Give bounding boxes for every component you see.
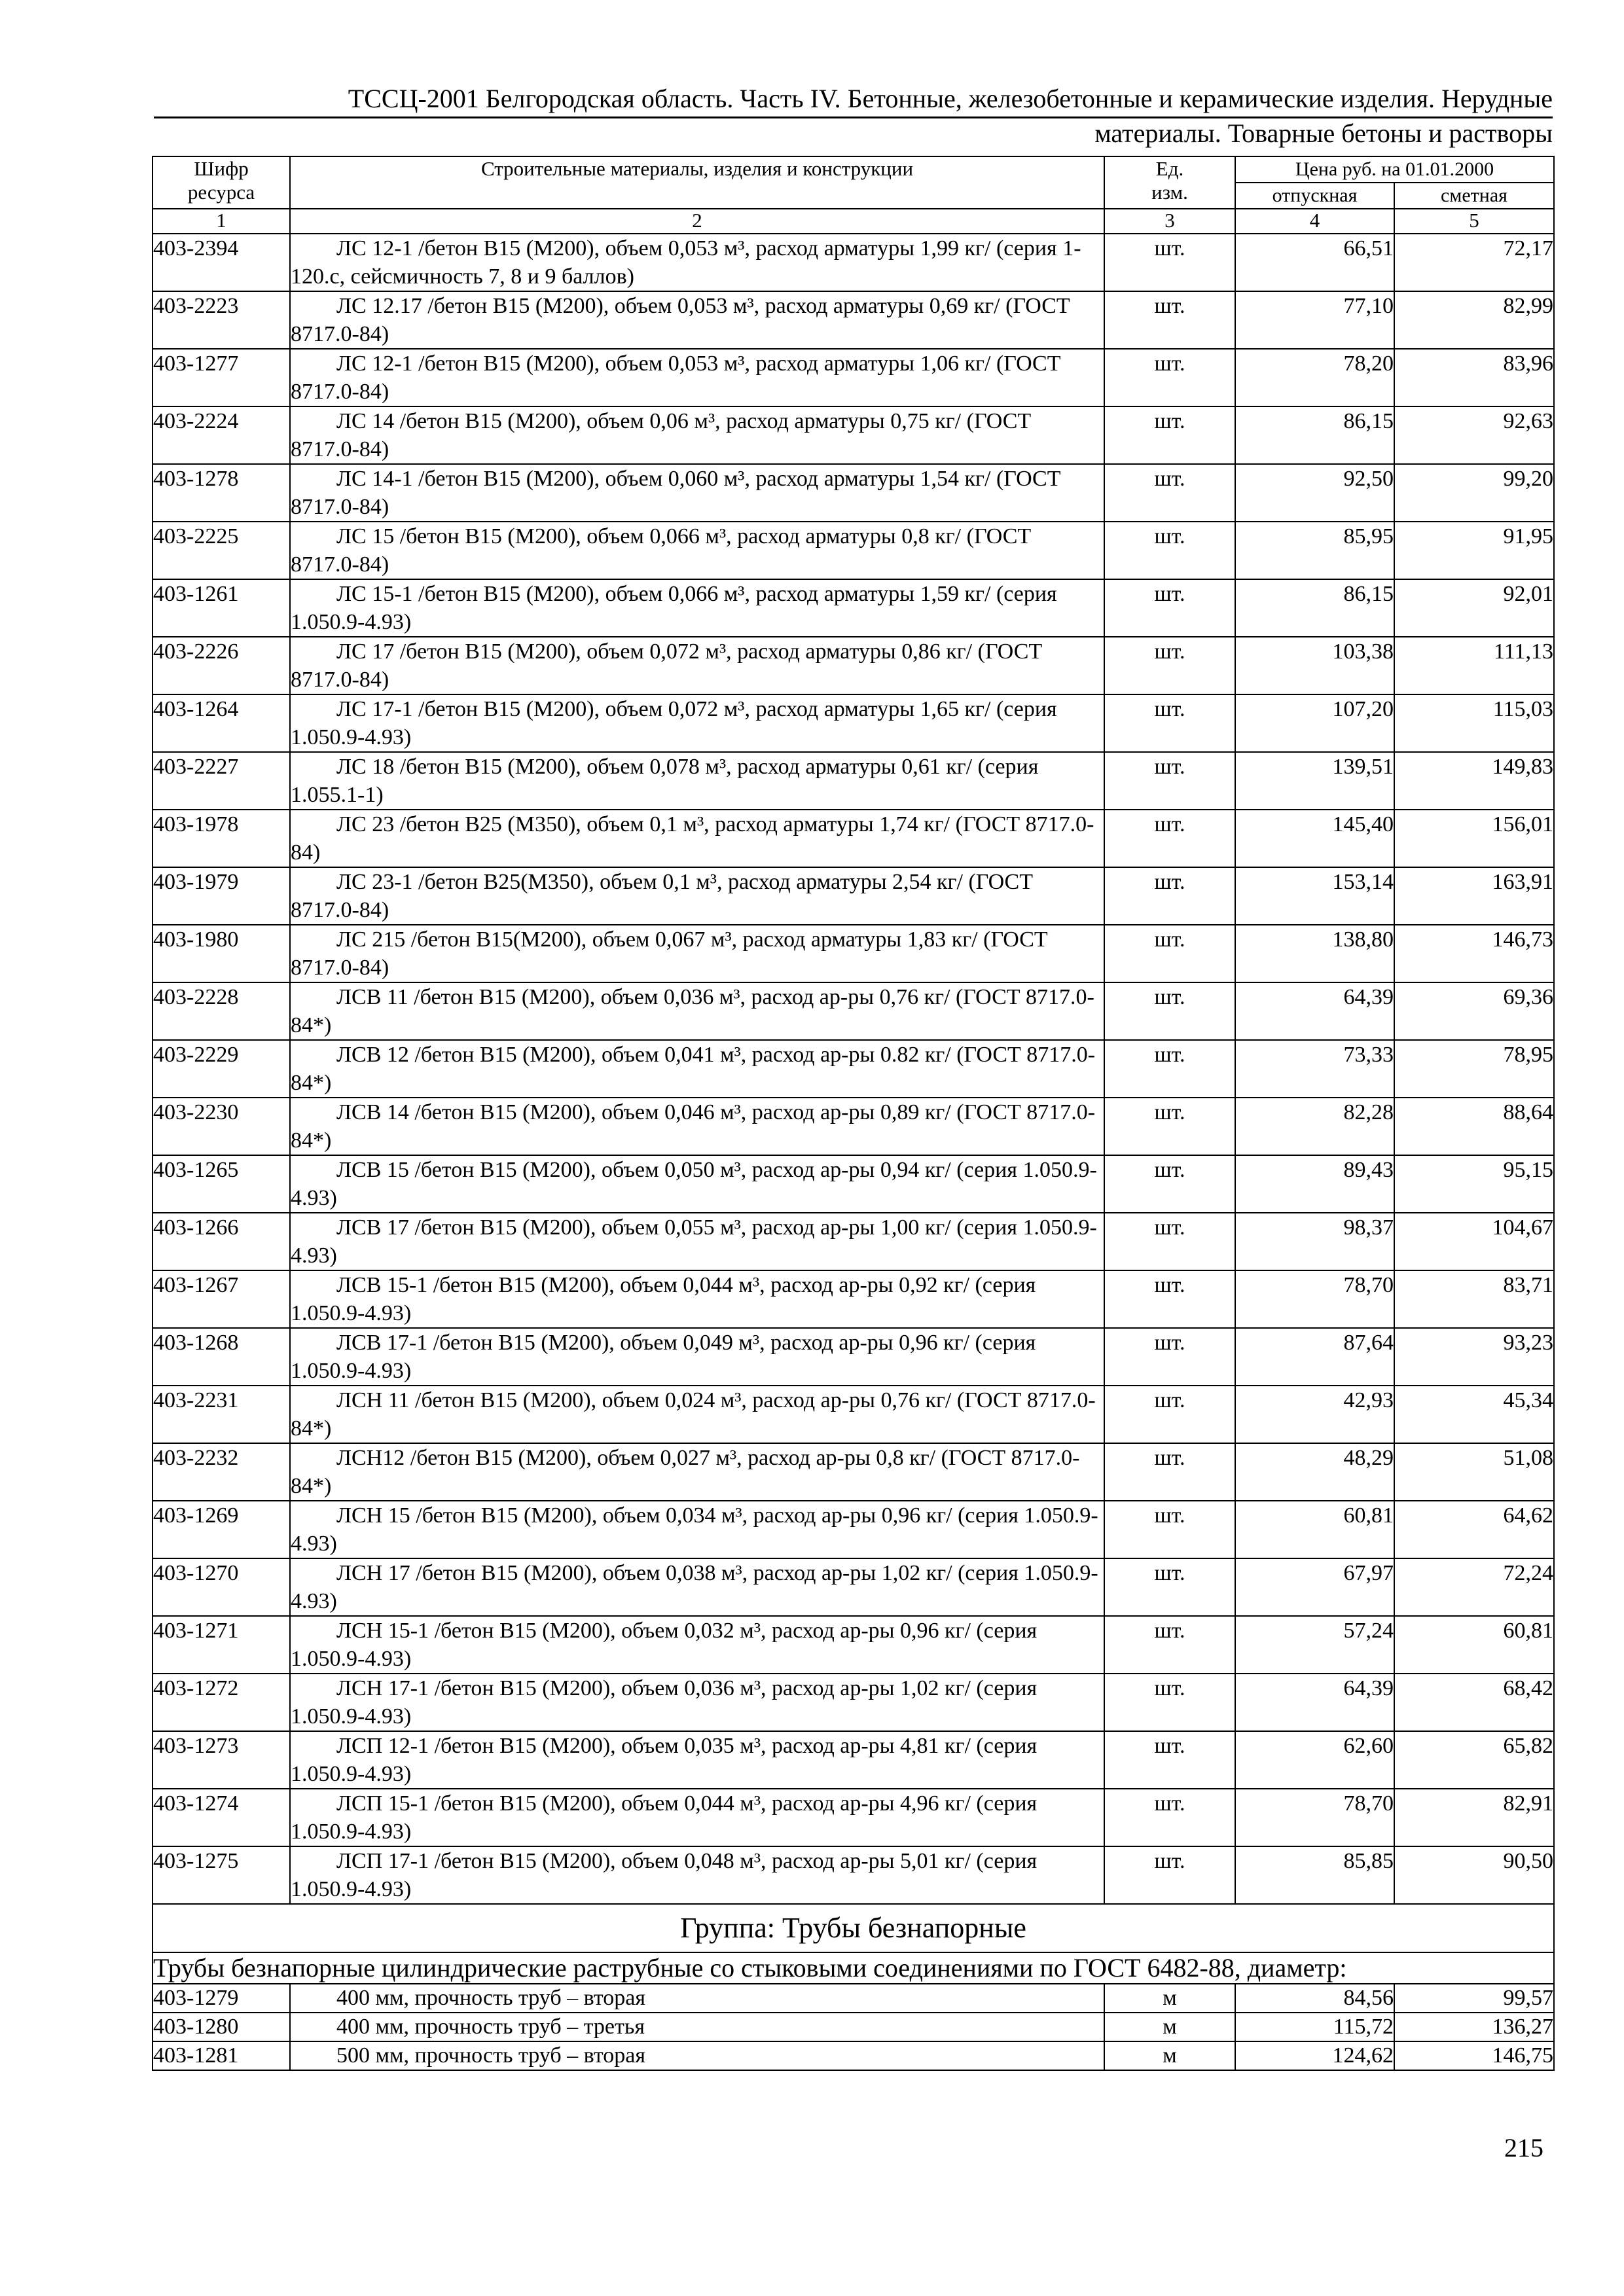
cell-estimate: 45,34 xyxy=(1394,1386,1554,1443)
column-header-name: Строительные материалы, изделия и конструкции xyxy=(290,156,1104,209)
table-row xyxy=(153,752,1554,810)
cell-desc: 500 мм, прочность труб – вторая xyxy=(290,2041,1104,2070)
cell-release: 78,70 xyxy=(1235,1789,1394,1846)
cell-release: 48,29 xyxy=(1235,1443,1394,1501)
cell-code: 403-1265 xyxy=(153,1155,290,1213)
cell-desc: ЛС 15 /бетон В15 (М200), объем 0,066 м³, расход арматуры 0,8 кг/ (ГОСТ 8717.0-84) xyxy=(290,522,1104,579)
cell-code: 403-2228 xyxy=(153,982,290,1040)
cell-code: 403-2232 xyxy=(153,1443,290,1501)
cell-estimate: 88,64 xyxy=(1394,1098,1554,1155)
cell-code: 403-1267 xyxy=(153,1270,290,1328)
cell-release: 103,38 xyxy=(1235,637,1394,694)
cell-unit: шт. xyxy=(1104,1789,1235,1846)
cell-estimate: 69,36 xyxy=(1394,982,1554,1040)
cell-code: 403-2230 xyxy=(153,1098,290,1155)
cell-estimate: 93,23 xyxy=(1394,1328,1554,1386)
cell-desc: ЛСП 12-1 /бетон В15 (М200), объем 0,035 м³, расход ар-ры 4,81 кг/ (серия 1.050.9-4.93) xyxy=(290,1731,1104,1789)
cell-desc: ЛСН 15 /бетон В15 (М200), объем 0,034 м³, расход ар-ры 0,96 кг/ (серия 1.050.9-4.93) xyxy=(290,1501,1104,1558)
cell-estimate: 91,95 xyxy=(1394,522,1554,579)
table-row xyxy=(153,1155,1554,1213)
cell-code: 403-2231 xyxy=(153,1386,290,1443)
cell-unit: шт. xyxy=(1104,464,1235,522)
cell-release: 153,14 xyxy=(1235,867,1394,925)
cell-code: 403-1980 xyxy=(153,925,290,982)
table-row xyxy=(153,867,1554,925)
table-row xyxy=(153,522,1554,579)
cell-unit: шт. xyxy=(1104,1501,1235,1558)
column-header-release-price: отпускная xyxy=(1235,183,1394,209)
cell-unit: шт. xyxy=(1104,752,1235,810)
cell-code: 403-1273 xyxy=(153,1731,290,1789)
cell-desc: ЛСВ 14 /бетон В15 (М200), объем 0,046 м³, расход ар-ры 0,89 кг/ (ГОСТ 8717.0-84*) xyxy=(290,1098,1104,1155)
cell-unit: м xyxy=(1104,2013,1235,2041)
cell-unit: шт. xyxy=(1104,637,1235,694)
table-row xyxy=(153,1213,1554,1270)
cell-release: 66,51 xyxy=(1235,234,1394,291)
table-row xyxy=(153,1098,1554,1155)
cell-release: 89,43 xyxy=(1235,1155,1394,1213)
table-row xyxy=(153,291,1554,349)
cell-estimate: 51,08 xyxy=(1394,1443,1554,1501)
cell-estimate: 136,27 xyxy=(1394,2013,1554,2041)
table-row xyxy=(153,982,1554,1040)
cell-estimate: 146,75 xyxy=(1394,2041,1554,2070)
cell-release: 82,28 xyxy=(1235,1098,1394,1155)
group-title: Группа: Трубы безнапорные xyxy=(153,1904,1554,1952)
cell-desc: ЛСВ 11 /бетон В15 (М200), объем 0,036 м³, расход ар-ры 0,76 кг/ (ГОСТ 8717.0-84*) xyxy=(290,982,1104,1040)
table-row xyxy=(153,1731,1554,1789)
cell-estimate: 83,71 xyxy=(1394,1270,1554,1328)
cell-estimate: 60,81 xyxy=(1394,1616,1554,1674)
cell-estimate: 72,17 xyxy=(1394,234,1554,291)
cell-estimate: 99,57 xyxy=(1394,1984,1554,2013)
cell-release: 85,85 xyxy=(1235,1846,1394,1904)
cell-estimate: 163,91 xyxy=(1394,867,1554,925)
column-number: 3 xyxy=(1104,209,1235,234)
cell-code: 403-1281 xyxy=(153,2041,290,2070)
cell-unit: шт. xyxy=(1104,579,1235,637)
column-header-price: Цена руб. на 01.01.2000 xyxy=(1235,156,1554,183)
cell-code: 403-1270 xyxy=(153,1558,290,1616)
cell-estimate: 82,91 xyxy=(1394,1789,1554,1846)
cell-unit: шт. xyxy=(1104,1674,1235,1731)
cell-desc: ЛСВ 17-1 /бетон В15 (М200), объем 0,049 м³, расход ар-ры 0,96 кг/ (серия 1.050.9-4.93) xyxy=(290,1328,1104,1386)
column-header-code: Шифр ресурса xyxy=(153,156,290,209)
page-header xyxy=(154,84,1553,149)
cell-unit: шт. xyxy=(1104,1098,1235,1155)
column-number: 5 xyxy=(1394,209,1554,234)
cell-release: 138,80 xyxy=(1235,925,1394,982)
table-row xyxy=(153,406,1554,464)
cell-desc: ЛС 23-1 /бетон В25(М350), объем 0,1 м³, расход арматуры 2,54 кг/ (ГОСТ 8717.0-84) xyxy=(290,867,1104,925)
table-row xyxy=(153,637,1554,694)
cell-code: 403-1978 xyxy=(153,810,290,867)
table-row xyxy=(153,810,1554,867)
cell-release: 86,15 xyxy=(1235,579,1394,637)
cell-desc: ЛС 215 /бетон В15(М200), объем 0,067 м³, расход арматуры 1,83 кг/ (ГОСТ 8717.0-84) xyxy=(290,925,1104,982)
cell-desc: ЛС 18 /бетон В15 (М200), объем 0,078 м³, расход арматуры 0,61 кг/ (серия 1.055.1-1) xyxy=(290,752,1104,810)
table-row xyxy=(153,1984,1554,2013)
cell-estimate: 82,99 xyxy=(1394,291,1554,349)
cell-code: 403-2394 xyxy=(153,234,290,291)
cell-unit: шт. xyxy=(1104,810,1235,867)
cell-release: 145,40 xyxy=(1235,810,1394,867)
cell-desc: ЛСН12 /бетон В15 (М200), объем 0,027 м³, расход ар-ры 0,8 кг/ (ГОСТ 8717.0-84*) xyxy=(290,1443,1104,1501)
table-row xyxy=(153,1846,1554,1904)
cell-estimate: 99,20 xyxy=(1394,464,1554,522)
cell-code: 403-1266 xyxy=(153,1213,290,1270)
column-header-unit: Ед. изм. xyxy=(1104,156,1235,209)
cell-release: 78,70 xyxy=(1235,1270,1394,1328)
cell-code: 403-2227 xyxy=(153,752,290,810)
cell-estimate: 95,15 xyxy=(1394,1155,1554,1213)
cell-release: 60,81 xyxy=(1235,1501,1394,1558)
cell-unit: шт. xyxy=(1104,925,1235,982)
cell-release: 77,10 xyxy=(1235,291,1394,349)
cell-desc: ЛС 17 /бетон В15 (М200), объем 0,072 м³, расход арматуры 0,86 кг/ (ГОСТ 8717.0-84) xyxy=(290,637,1104,694)
cell-code: 403-1271 xyxy=(153,1616,290,1674)
table-row xyxy=(153,464,1554,522)
cell-release: 42,93 xyxy=(1235,1386,1394,1443)
column-number: 1 xyxy=(153,209,290,234)
header-title-line1: ТССЦ-2001 Белгородская область. Часть IV. Бетонные, железобетонные и керамические изделия. Нерудные xyxy=(348,84,1553,113)
cell-desc: ЛС 12.17 /бетон В15 (М200), объем 0,053 м³, расход арматуры 0,69 кг/ (ГОСТ 8717.0-84) xyxy=(290,291,1104,349)
cell-estimate: 92,63 xyxy=(1394,406,1554,464)
cell-release: 98,37 xyxy=(1235,1213,1394,1270)
cell-unit: шт. xyxy=(1104,1386,1235,1443)
cell-release: 139,51 xyxy=(1235,752,1394,810)
cell-unit: шт. xyxy=(1104,1616,1235,1674)
table-row xyxy=(153,1443,1554,1501)
cell-desc: ЛСВ 15 /бетон В15 (М200), объем 0,050 м³, расход ар-ры 0,94 кг/ (серия 1.050.9-4.93) xyxy=(290,1155,1104,1213)
cell-code: 403-2224 xyxy=(153,406,290,464)
cell-release: 64,39 xyxy=(1235,982,1394,1040)
cell-estimate: 72,24 xyxy=(1394,1558,1554,1616)
table-row xyxy=(153,234,1554,291)
cell-desc: ЛСП 15-1 /бетон В15 (М200), объем 0,044 м³, расход ар-ры 4,96 кг/ (серия 1.050.9-4.93) xyxy=(290,1789,1104,1846)
column-number: 2 xyxy=(290,209,1104,234)
table-row xyxy=(153,1328,1554,1386)
cell-unit: шт. xyxy=(1104,982,1235,1040)
cell-code: 403-1279 xyxy=(153,1984,290,2013)
cell-desc: ЛС 17-1 /бетон В15 (М200), объем 0,072 м³, расход арматуры 1,65 кг/ (серия 1.050.9-4.93) xyxy=(290,694,1104,752)
cell-code: 403-1274 xyxy=(153,1789,290,1846)
column-number: 4 xyxy=(1235,209,1394,234)
page-number: 215 xyxy=(1504,2133,1543,2162)
cell-unit: шт. xyxy=(1104,406,1235,464)
cell-code: 403-1261 xyxy=(153,579,290,637)
resource-price-table xyxy=(152,156,1555,2071)
cell-code: 403-1280 xyxy=(153,2013,290,2041)
cell-unit: шт. xyxy=(1104,1213,1235,1270)
cell-code: 403-1268 xyxy=(153,1328,290,1386)
table-row xyxy=(153,349,1554,406)
cell-estimate: 115,03 xyxy=(1394,694,1554,752)
cell-code: 403-1979 xyxy=(153,867,290,925)
cell-desc: ЛСВ 12 /бетон В15 (М200), объем 0,041 м³, расход ар-ры 0.82 кг/ (ГОСТ 8717.0-84*) xyxy=(290,1040,1104,1098)
cell-desc: ЛС 15-1 /бетон В15 (М200), объем 0,066 м³, расход арматуры 1,59 кг/ (серия 1.050.9-4.93) xyxy=(290,579,1104,637)
cell-desc: 400 мм, прочность труб – третья xyxy=(290,2013,1104,2041)
cell-code: 403-1269 xyxy=(153,1501,290,1558)
cell-estimate: 78,95 xyxy=(1394,1040,1554,1098)
cell-desc: ЛС 14-1 /бетон В15 (М200), объем 0,060 м³, расход арматуры 1,54 кг/ (ГОСТ 8717.0-84) xyxy=(290,464,1104,522)
table-row xyxy=(153,1616,1554,1674)
cell-estimate: 65,82 xyxy=(1394,1731,1554,1789)
cell-release: 107,20 xyxy=(1235,694,1394,752)
table-row xyxy=(153,694,1554,752)
cell-desc: ЛС 23 /бетон В25 (М350), объем 0,1 м³, расход арматуры 1,74 кг/ (ГОСТ 8717.0-84) xyxy=(290,810,1104,867)
cell-release: 92,50 xyxy=(1235,464,1394,522)
cell-estimate: 156,01 xyxy=(1394,810,1554,867)
cell-unit: м xyxy=(1104,1984,1235,2013)
cell-unit: шт. xyxy=(1104,349,1235,406)
cell-unit: шт. xyxy=(1104,522,1235,579)
table-row xyxy=(153,2013,1554,2041)
column-number-row xyxy=(153,209,1554,234)
cell-code: 403-2223 xyxy=(153,291,290,349)
cell-unit: шт. xyxy=(1104,1155,1235,1213)
cell-desc: ЛСН 15-1 /бетон В15 (М200), объем 0,032 м³, расход ар-ры 0,96 кг/ (серия 1.050.9-4.93) xyxy=(290,1616,1104,1674)
group-section xyxy=(153,1904,1554,1984)
cell-unit: шт. xyxy=(1104,1328,1235,1386)
cell-estimate: 64,62 xyxy=(1394,1501,1554,1558)
cell-unit: шт. xyxy=(1104,1270,1235,1328)
header-title-line2: материалы. Товарные бетоны и растворы xyxy=(1094,118,1553,148)
cell-code: 403-1278 xyxy=(153,464,290,522)
cell-unit: шт. xyxy=(1104,694,1235,752)
subgroup-title: Трубы безнапорные цилиндрические раструбные со стыковыми соединениями по ГОСТ 6482-88, диаметр: xyxy=(153,1952,1554,1984)
cell-release: 62,60 xyxy=(1235,1731,1394,1789)
cell-release: 67,97 xyxy=(1235,1558,1394,1616)
cell-unit: шт. xyxy=(1104,291,1235,349)
cell-desc: ЛСН 11 /бетон В15 (М200), объем 0,024 м³, расход ар-ры 0,76 кг/ (ГОСТ 8717.0-84*) xyxy=(290,1386,1104,1443)
cell-code: 403-1272 xyxy=(153,1674,290,1731)
cell-unit: шт. xyxy=(1104,867,1235,925)
cell-estimate: 111,13 xyxy=(1394,637,1554,694)
cell-unit: шт. xyxy=(1104,1040,1235,1098)
cell-release: 57,24 xyxy=(1235,1616,1394,1674)
table-row xyxy=(153,1501,1554,1558)
cell-release: 87,64 xyxy=(1235,1328,1394,1386)
cell-unit: шт. xyxy=(1104,1731,1235,1789)
cell-release: 78,20 xyxy=(1235,349,1394,406)
cell-desc: ЛСН 17 /бетон В15 (М200), объем 0,038 м³, расход ар-ры 1,02 кг/ (серия 1.050.9-4.93) xyxy=(290,1558,1104,1616)
cell-desc: 400 мм, прочность труб – вторая xyxy=(290,1984,1104,2013)
cell-estimate: 146,73 xyxy=(1394,925,1554,982)
cell-estimate: 92,01 xyxy=(1394,579,1554,637)
table-row xyxy=(153,925,1554,982)
cell-release: 84,56 xyxy=(1235,1984,1394,2013)
cell-estimate: 68,42 xyxy=(1394,1674,1554,1731)
cell-release: 115,72 xyxy=(1235,2013,1394,2041)
cell-release: 124,62 xyxy=(1235,2041,1394,2070)
cell-desc: ЛС 12-1 /бетон В15 (М200), объем 0,053 м³, расход арматуры 1,99 кг/ (серия 1-120.с, сейсмичность 7, 8 и 9 баллов) xyxy=(290,234,1104,291)
table-row xyxy=(153,1789,1554,1846)
table-row xyxy=(153,1674,1554,1731)
cell-code: 403-2225 xyxy=(153,522,290,579)
table-row xyxy=(153,1040,1554,1098)
cell-code: 403-1264 xyxy=(153,694,290,752)
cell-estimate: 83,96 xyxy=(1394,349,1554,406)
cell-desc: ЛСВ 15-1 /бетон В15 (М200), объем 0,044 м³, расход ар-ры 0,92 кг/ (серия 1.050.9-4.93) xyxy=(290,1270,1104,1328)
table-body xyxy=(153,234,1554,1904)
table-row xyxy=(153,1386,1554,1443)
column-header-estimate-price: сметная xyxy=(1394,183,1554,209)
cell-code: 403-1277 xyxy=(153,349,290,406)
cell-estimate: 149,83 xyxy=(1394,752,1554,810)
cell-unit: шт. xyxy=(1104,1558,1235,1616)
cell-code: 403-2226 xyxy=(153,637,290,694)
cell-release: 64,39 xyxy=(1235,1674,1394,1731)
cell-desc: ЛСП 17-1 /бетон В15 (М200), объем 0,048 м³, расход ар-ры 5,01 кг/ (серия 1.050.9-4.93) xyxy=(290,1846,1104,1904)
cell-estimate: 90,50 xyxy=(1394,1846,1554,1904)
cell-release: 85,95 xyxy=(1235,522,1394,579)
table-row xyxy=(153,1558,1554,1616)
cell-unit: шт. xyxy=(1104,1443,1235,1501)
cell-unit: м xyxy=(1104,2041,1235,2070)
cell-code: 403-2229 xyxy=(153,1040,290,1098)
cell-desc: ЛС 14 /бетон В15 (М200), объем 0,06 м³, расход арматуры 0,75 кг/ (ГОСТ 8717.0-84) xyxy=(290,406,1104,464)
cell-desc: ЛСВ 17 /бетон В15 (М200), объем 0,055 м³, расход ар-ры 1,00 кг/ (серия 1.050.9-4.93) xyxy=(290,1213,1104,1270)
cell-estimate: 104,67 xyxy=(1394,1213,1554,1270)
cell-unit: шт. xyxy=(1104,1846,1235,1904)
group-table-body xyxy=(153,1984,1554,2070)
table-row xyxy=(153,579,1554,637)
table-row xyxy=(153,1270,1554,1328)
cell-release: 73,33 xyxy=(1235,1040,1394,1098)
cell-code: 403-1275 xyxy=(153,1846,290,1904)
cell-unit: шт. xyxy=(1104,234,1235,291)
cell-desc: ЛС 12-1 /бетон В15 (М200), объем 0,053 м³, расход арматуры 1,06 кг/ (ГОСТ 8717.0-84) xyxy=(290,349,1104,406)
cell-desc: ЛСН 17-1 /бетон В15 (М200), объем 0,036 м³, расход ар-ры 1,02 кг/ (серия 1.050.9-4.93) xyxy=(290,1674,1104,1731)
cell-release: 86,15 xyxy=(1235,406,1394,464)
table-row xyxy=(153,2041,1554,2070)
